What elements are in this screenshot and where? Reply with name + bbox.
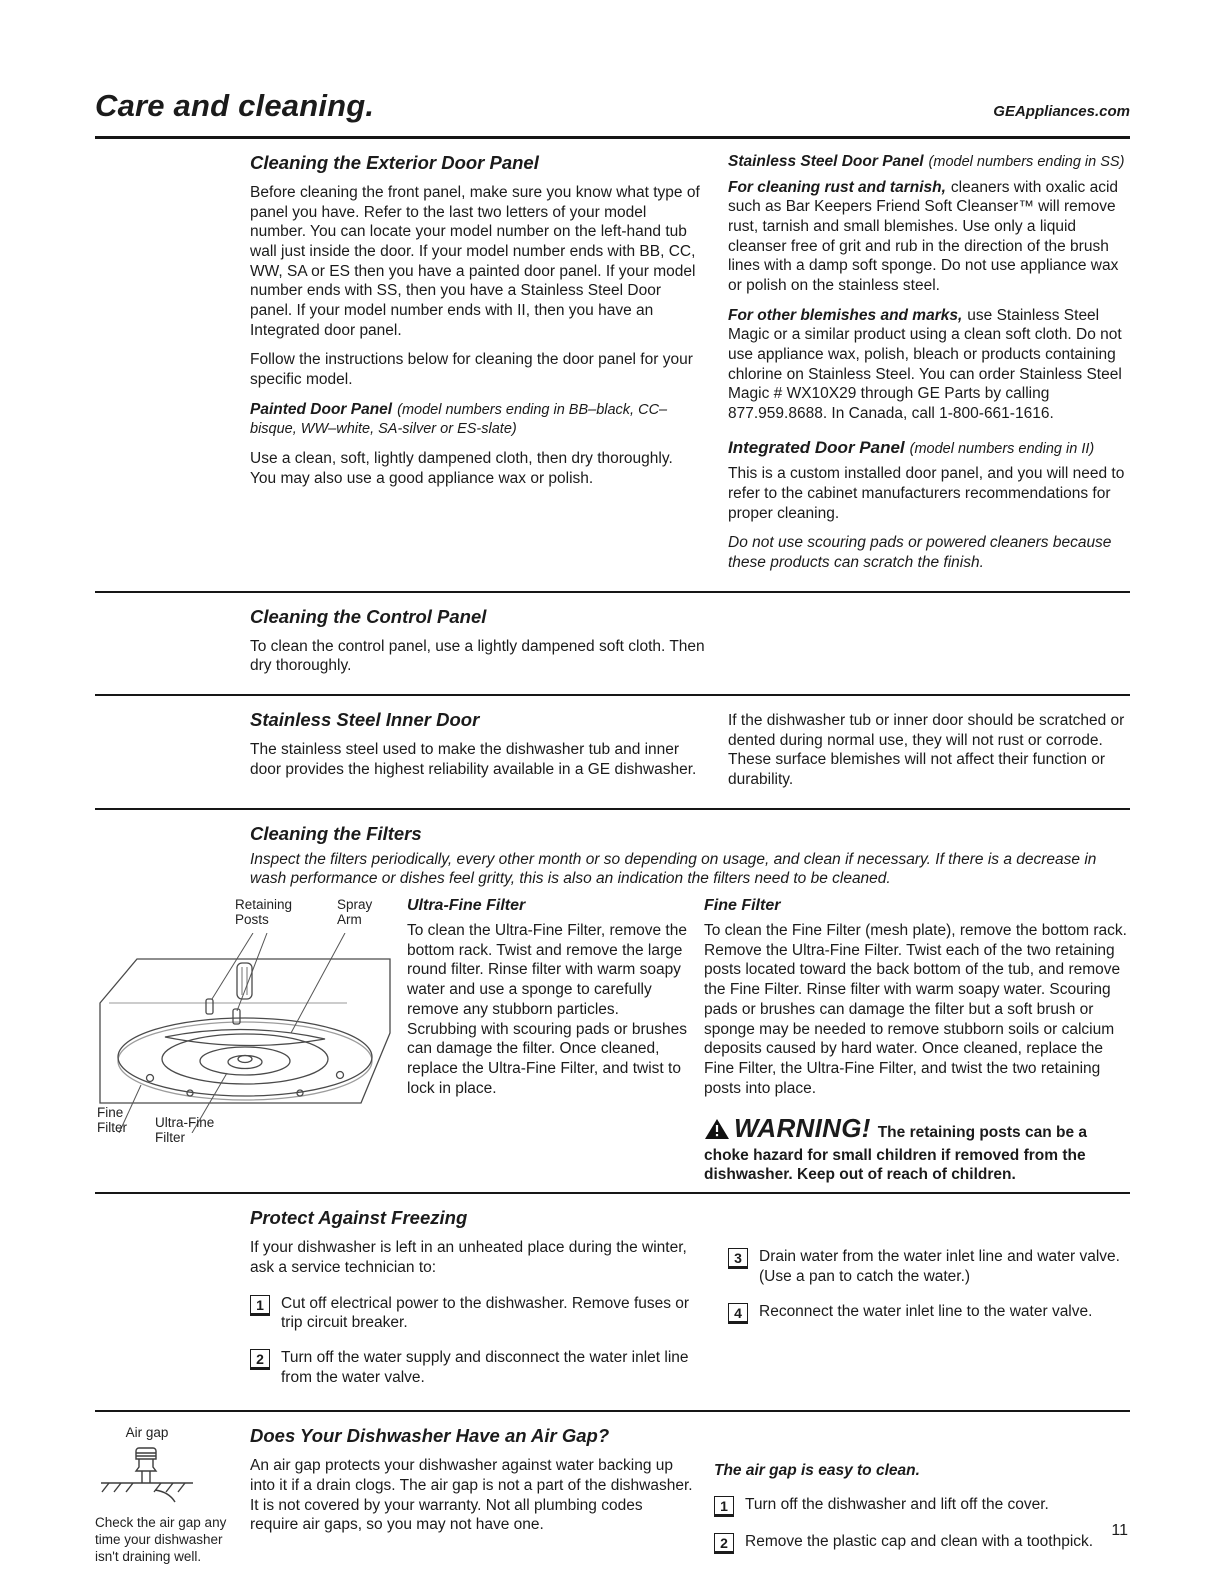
stainless-door-heading [728, 152, 1130, 172]
step-number: 4 [728, 1303, 748, 1324]
dishwasher-tub-illustration [95, 933, 395, 1136]
step-number: 2 [250, 1349, 270, 1370]
freezing-right-column [728, 1207, 1130, 1402]
fine-filter-body: To clean the Fine Filter (mesh plate), remove the bottom rack. Remove the Ultra-Fine Filter. Twist each of the two retaining posts located toward the back bottom of the tub, and remove the Fine Filter. Rinse filter with warm soapy water. Scouring pads or brushes can damage the filter but a soft brush or sponge may be needed to remove stubborn soils or calcium deposits caused by hard water. Once cleaned, replace the Fine Filter, the Ultra-Fine Filter, and twist the two retaining posts into place. [704, 922, 1127, 1097]
control-panel-heading: Cleaning the Control Panel [250, 605, 487, 627]
step-number: 1 [250, 1295, 270, 1316]
inner-door-heading: Stainless Steel Inner Door [250, 709, 480, 731]
air-gap-caption: Check the air gap any time your dishwasher isn't draining well. [95, 1515, 227, 1564]
exterior-heading: Cleaning the Exterior Door Panel [250, 152, 539, 173]
ultra-fine-body: To clean the Ultra-Fine Filter, remove the bottom rack. Twist and remove the large round filter. Rinse filter with warm soapy water and use a sponge to carefully remove any stubborn particles. Scrubbing with scouring pads or brushes can damage the filter. Once cleaned, replace the Ultra-Fine Filter, and twist to lock in place. [407, 922, 688, 1097]
fine-filter-heading: Fine Filter [704, 897, 781, 915]
freezing-intro: If your dishwasher is left in an unheated place during the winter, ask a service technician to: [250, 1239, 687, 1276]
section-inner-door [95, 696, 1130, 808]
exterior-paragraph-2: Follow the instructions below for cleaning the door panel for your specific model. [250, 351, 693, 389]
exterior-left-column [250, 152, 700, 583]
rust-lead: For cleaning rust and tarnish, [728, 178, 946, 196]
freezing-left-column [250, 1207, 700, 1402]
step-text: Reconnect the water inlet line to the water valve. [759, 1302, 1093, 1320]
step-text: Turn off the dishwasher and lift off the cover. [745, 1496, 1049, 1514]
painted-door-lead: Painted Door Panel [250, 400, 393, 418]
warning-triangle-icon [704, 1118, 730, 1145]
air-gap-figure-label: Air gap [125, 1425, 169, 1441]
freezing-step-4 [728, 1302, 1130, 1324]
air-gap-body: An air gap protects your dishwasher against water backing up into it if a drain clogs. The air gap is not a part of the dishwasher. It is not covered by your warranty. Not all plumbing codes require air gaps, so you may not have one. [250, 1457, 693, 1534]
ultra-fine-column [407, 897, 692, 1184]
section-air-gap [95, 1412, 1130, 1577]
warning-text: The retaining posts can be a choke hazard for small children if removed from the dishwasher. Keep out of reach of children. [704, 1124, 1088, 1183]
step-text: Remove the plastic cap and clean with a toothpick. [745, 1533, 1094, 1551]
step-number: 1 [714, 1496, 734, 1517]
painted-door-note: (model numbers ending in BB–black, CC–bisque, WW–white, SA-silver or ES-slate) [250, 401, 668, 438]
stainless-door-lead: Stainless Steel Door Panel [728, 153, 924, 170]
stainless-marks-paragraph [728, 306, 1130, 424]
stainless-rust-paragraph [728, 178, 1130, 296]
fine-filter-column [704, 897, 1130, 1184]
inner-door-right [728, 709, 1130, 800]
filters-heading: Cleaning the Filters [250, 822, 422, 844]
painted-door-body: Use a clean, soft, lightly dampened cloth, then dry thoroughly. You may also use a good appliance wax or polish. [250, 450, 673, 487]
air-gap-left-column [250, 1425, 695, 1569]
inner-door-left [250, 709, 700, 800]
step-text: Cut off electrical power to the dishwasher. Remove fuses or trip circuit breaker. [281, 1294, 690, 1332]
control-panel-body: To clean the control panel, use a lightly dampened soft cloth. Then dry thoroughly. [250, 637, 705, 675]
freezing-step-2 [250, 1348, 700, 1387]
air-gap-heading: Does Your Dishwasher Have an Air Gap? [250, 1425, 610, 1447]
air-gap-step-2 [714, 1532, 1130, 1554]
website-url: GEAppliances.com [993, 103, 1130, 120]
painted-door-heading [250, 400, 700, 439]
rust-body: cleaners with oxalic acid such as Bar Keepers Friend Soft Cleanser™ will remove rust, tarnish and small blemishes. Use only a liquid cleanser free of grit and rub in the direction of the brush lines with a damp soft sponge. Do not use appliance wax or polish on the stainless steel. [728, 178, 1119, 295]
exterior-paragraph-1: Before cleaning the front panel, make sure you know what type of panel you have. Refer to the last two letters of your model number. You can locate your model number on the left-hand tub wall just inside the door. If your model number ends with BB, CC, WW, SA or ES then you have a painted door panel. If your model number ends with SS, then you have a Stainless Steel Door panel. If your model number ends with II, then you have an Integrated door panel. [250, 184, 700, 339]
step-text: Drain water from the water inlet line and water valve. (Use a pan to catch the water.) [759, 1248, 1120, 1285]
page-header [95, 88, 1130, 139]
warning-word: WARNING! [734, 1113, 871, 1144]
air-gap-clean-lead: The air gap is easy to clean. [714, 1462, 920, 1480]
exterior-right-column [728, 152, 1130, 583]
freezing-step-1 [250, 1294, 700, 1333]
warning-block [704, 1112, 1130, 1184]
marks-lead: For other blemishes and marks, [728, 306, 963, 324]
section-filters [95, 810, 1130, 1193]
step-number: 2 [714, 1533, 734, 1554]
filters-illustration [95, 897, 395, 1169]
section-control-panel [95, 593, 1130, 694]
freezing-step-3 [728, 1247, 1130, 1286]
marks-body: use Stainless Steel Magic or a similar product using a clean soft cloth. Do not use appliance wax, polish, bleach or products containing chlorine on Stainless Steel. You can order Stainless Steel Magic # WX10X29 through GE Parts by calling 877.959.8688. In Canada, call 1-800-661-1616. [728, 306, 1122, 423]
integrated-door-body: This is a custom installed door panel, and you will need to refer to the cabinet manufacturers recommendations for proper cleaning. [728, 465, 1125, 522]
integrated-caution: Do not use scouring pads or powered cleaners because these products can scratch the finish. [728, 534, 1112, 572]
air-gap-step-1 [714, 1495, 1130, 1517]
integrated-door-heading [728, 437, 1130, 459]
spray-arm-label: Spray Arm [337, 897, 373, 928]
step-text: Turn off the water supply and disconnect the water inlet line from the water valve. [281, 1349, 689, 1386]
ultra-fine-filter-label: Ultra-Fine Filter [155, 1115, 215, 1146]
section-exterior-door [95, 139, 1130, 591]
integrated-door-lead: Integrated Door Panel [728, 437, 905, 457]
air-gap-illustration [95, 1444, 199, 1506]
air-gap-figure [95, 1425, 231, 1569]
step-number: 3 [728, 1248, 748, 1269]
inner-door-left-body: The stainless steel used to make the dishwasher tub and inner door provides the highest reliability available in a GE dishwasher. [250, 741, 697, 778]
page-title: Care and cleaning. [95, 88, 375, 123]
integrated-door-note: (model numbers ending in II) [909, 440, 1095, 457]
freezing-heading: Protect Against Freezing [250, 1207, 468, 1229]
air-gap-right-column [714, 1425, 1130, 1569]
page-number: 11 [1111, 1522, 1128, 1539]
filters-intro: Inspect the filters periodically, every other month or so depending on usage, and clean if necessary. If there is a decrease in wash performance or dishes feel gritty, this is also an indication the filters need to be cleaned. [250, 850, 1097, 888]
retaining-posts-label: Retaining Posts [235, 897, 293, 928]
stainless-door-note: (model numbers ending in SS) [928, 154, 1125, 170]
fine-filter-label: Fine Filter [97, 1105, 127, 1136]
ultra-fine-heading: Ultra-Fine Filter [407, 897, 526, 915]
inner-door-right-body: If the dishwasher tub or inner door should be scratched or dented during normal use, they will not rust or corrode. These surface blemishes will not affect their function or durability. [728, 712, 1125, 789]
section-freezing [95, 1194, 1130, 1410]
